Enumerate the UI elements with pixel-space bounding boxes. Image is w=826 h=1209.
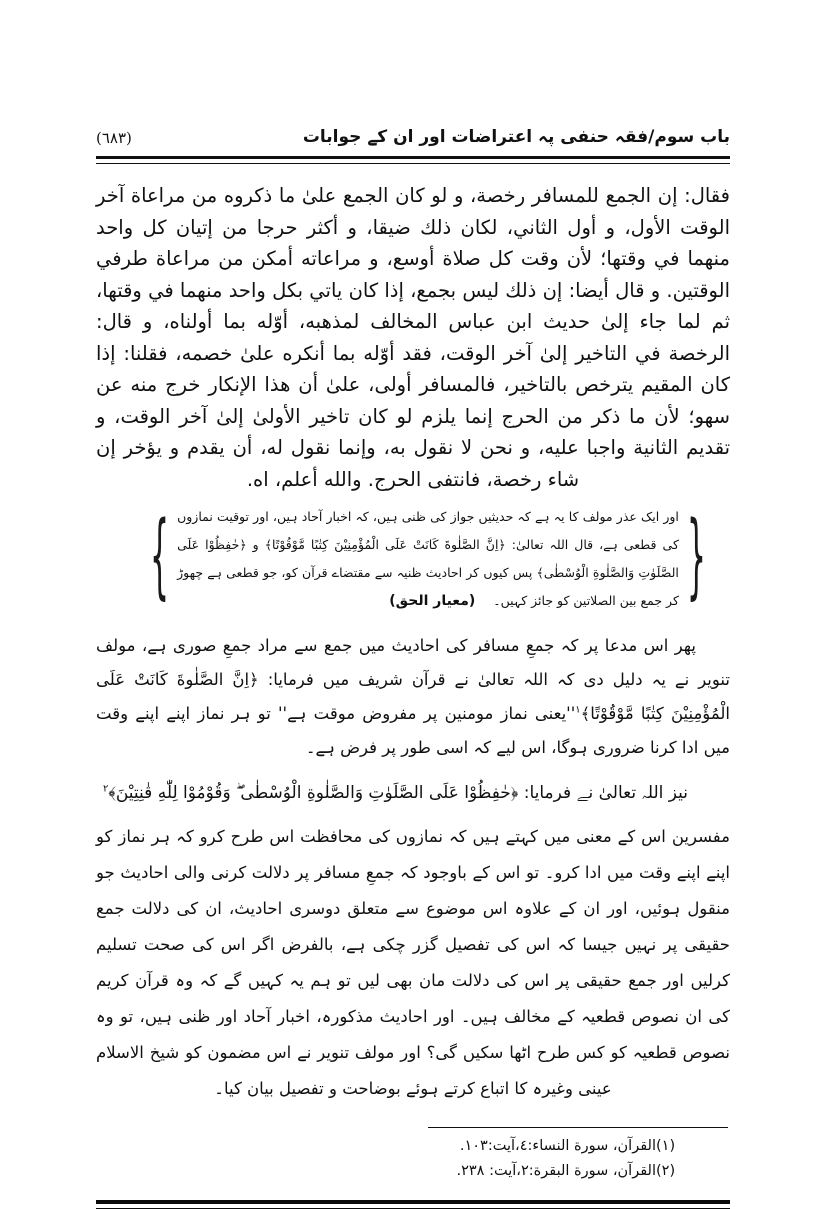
footnote-item: [96, 1134, 730, 1159]
curly-brace-right-icon: {: [686, 503, 706, 612]
margin-note-body: [171, 503, 685, 615]
curly-brace-left-icon: }: [150, 503, 170, 612]
quran-verse-text: نیز اللہ تعالیٰ نے فرمایا: ﴿حٰفِظُوْا عَلَى الصَّلَوٰتِ وَالصَّلٰوةِ الْوُسْطٰى ۖ وَقُوْمُوْا لِلّٰهِ قٰنِتِيْنَ﴾: [108, 783, 688, 803]
header-rule: [96, 156, 730, 164]
urdu-paragraph-2: مفسرین اس کے معنی میں کہتے ہیں کہ نمازوں کی محافظت اس طرح کرو کہ ہر نماز کو اپنے اپنے وقت میں ادا کرو۔ تو اس کے باوجود کہ جمعِ مسافر پر دلالت کرنی والی احادیث جو منقول ہوئیں، اور ان کے علاوہ اس موضوع سے متعلق دوسری احادیث، ان کی دلالت جمع حقیقی پر نہیں جیسا کہ اس کی تفصیل گزر چکی ہے، بالفرض اگر اس کی صحت تسلیم کرلیں اور جمع حقیقی پر اس کی دلالت مان بھی لیں تو ہم یہ کہیں گے کہ وہ قرآن کریم کی ان نصوص قطعیہ کے مخالف ہیں۔ اور احادیث مذکورہ، اخبار آحاد اور ظنی ہیں، تو وہ نصوص قطعیہ کو کس طرح اٹھا سکیں گی؟ اور مولف تنویر نے اس مضمون کو شیخ الاسلام عینی وغیرہ کا اتباع کرتے ہوئے بوضاحت و تفصیل بیان کیا۔: [96, 827, 730, 1098]
chapter-title: باب سوم/فقہ حنفی پہ اعتراضات اور ان کے جوابات: [302, 127, 730, 147]
footnote-item: [96, 1159, 730, 1184]
footnote-text: القرآن، سورة البقرة:٢،آیت: ٢٣٨.: [456, 1163, 656, 1179]
arabic-quote-paragraph: فقال: إن الجمع للمسافر رخصة، و لو كان الجمع علىٰ ما ذكروه من مراعاة آخر الوقت الأول، و أول الثاني، لكان ذلك ضيقا، و أكثر حرجا من إتيان كل واحد منهما في وقتها؛ لأن وقت كل صلاة أوسع، و مراعاته أمكن من مراعاة طرفي الوقتين. و قال أيضا: إن ذلك ليس بجمع، إذا كان ياتي بكل واحد منهما في وقتها، ثم لما جاء إلىٰ حديث ابن عباس المخالف لمذهبه، أوّله بما أولناه، و قال: الرخصة في التاخير إلىٰ آخر الوقت، فقد أوّله بما أنكره علىٰ خصمه، فقلنا: إذا كان المقيم يترخص بالتاخير، فالمسافر أولى، علىٰ أن هذا الإنكار خرج منه عن سهو؛ لأن ما ذكر من الحرج إنما يلزم لو كان تاخير الأولىٰ إلىٰ آخر الوقت، و تقديم الثانية واجبا عليه، و نحن لا نقول به، وإنما نقول له، أن يقدم و يؤخر إن شاء رخصة، فانتفى الحرج. والله أعلم، اه.: [96, 184, 730, 491]
footer-rule: [96, 1200, 730, 1209]
margin-note-text: اور ایک عذر مولف کا یہ ہے کہ حدیثیں جواز کی ظنی ہیں، کہ اخبار آحاد ہیں، اور توقیت نمازوں کی قطعی ہے، قال اللہ تعالیٰ: ﴿اِنَّ الصَّلٰوةَ كَانَتْ عَلَى الْمُؤْمِنِيْنَ كِتٰبًا مَّوْقُوْتًا﴾ و ﴿حٰفِظُوْا عَلَى الصَّلَوٰتِ وَالصَّلٰوةِ الْوُسْطٰى﴾ پس کیوں کر احادیث ظنیہ سے مقتضاے قرآن کو، جو قطعی ہے چھوڑ کر جمع بین الصلاتین کو جائز کہیں۔: [177, 509, 679, 608]
page-header: [96, 126, 730, 147]
margin-note-source: (معیار الحق): [389, 593, 476, 609]
footnote-separator: [428, 1127, 728, 1128]
bracketed-margin-note: [148, 503, 708, 615]
urdu-paragraph-1-text: پھر اس مدعا پر کہ جمعِ مسافر کی احادیث میں جمع سے مراد جمعِ صوری ہے، مولف تنویر نے یہ دلیل دی کہ اللہ تعالیٰ نے قرآن شریف میں فرمایا: ﴿اِنَّ الصَّلٰوةَ كَانَتْ عَلَى الْمُؤْمِنِيْنَ كِتٰبًا مَّوْقُوْتًا﴾: [96, 636, 730, 723]
urdu-paragraph-1: [96, 629, 730, 765]
footnote-text: القرآن، سورة النساء:٤،آیت:١٠٣.: [459, 1138, 656, 1154]
page-number: (٦٨٣): [96, 129, 132, 147]
footnote-ref-1: ۱: [575, 704, 581, 716]
footnotes-section: [96, 1127, 730, 1184]
footnote-marker: (١): [656, 1138, 676, 1154]
quran-verse-line: [96, 773, 730, 813]
urdu-paragraph-1-continuation: ''یعنی نماز مومنین پر مفروض موقت ہے'' تو ہر نماز اپنے اپنے وقت میں ادا کرنا ضروری ہوگا، اس لیے کہ اسی طور پر فرض ہے۔: [96, 704, 730, 757]
footnote-marker: (٢): [656, 1163, 676, 1179]
footnote-ref-2: ۲: [102, 783, 109, 795]
